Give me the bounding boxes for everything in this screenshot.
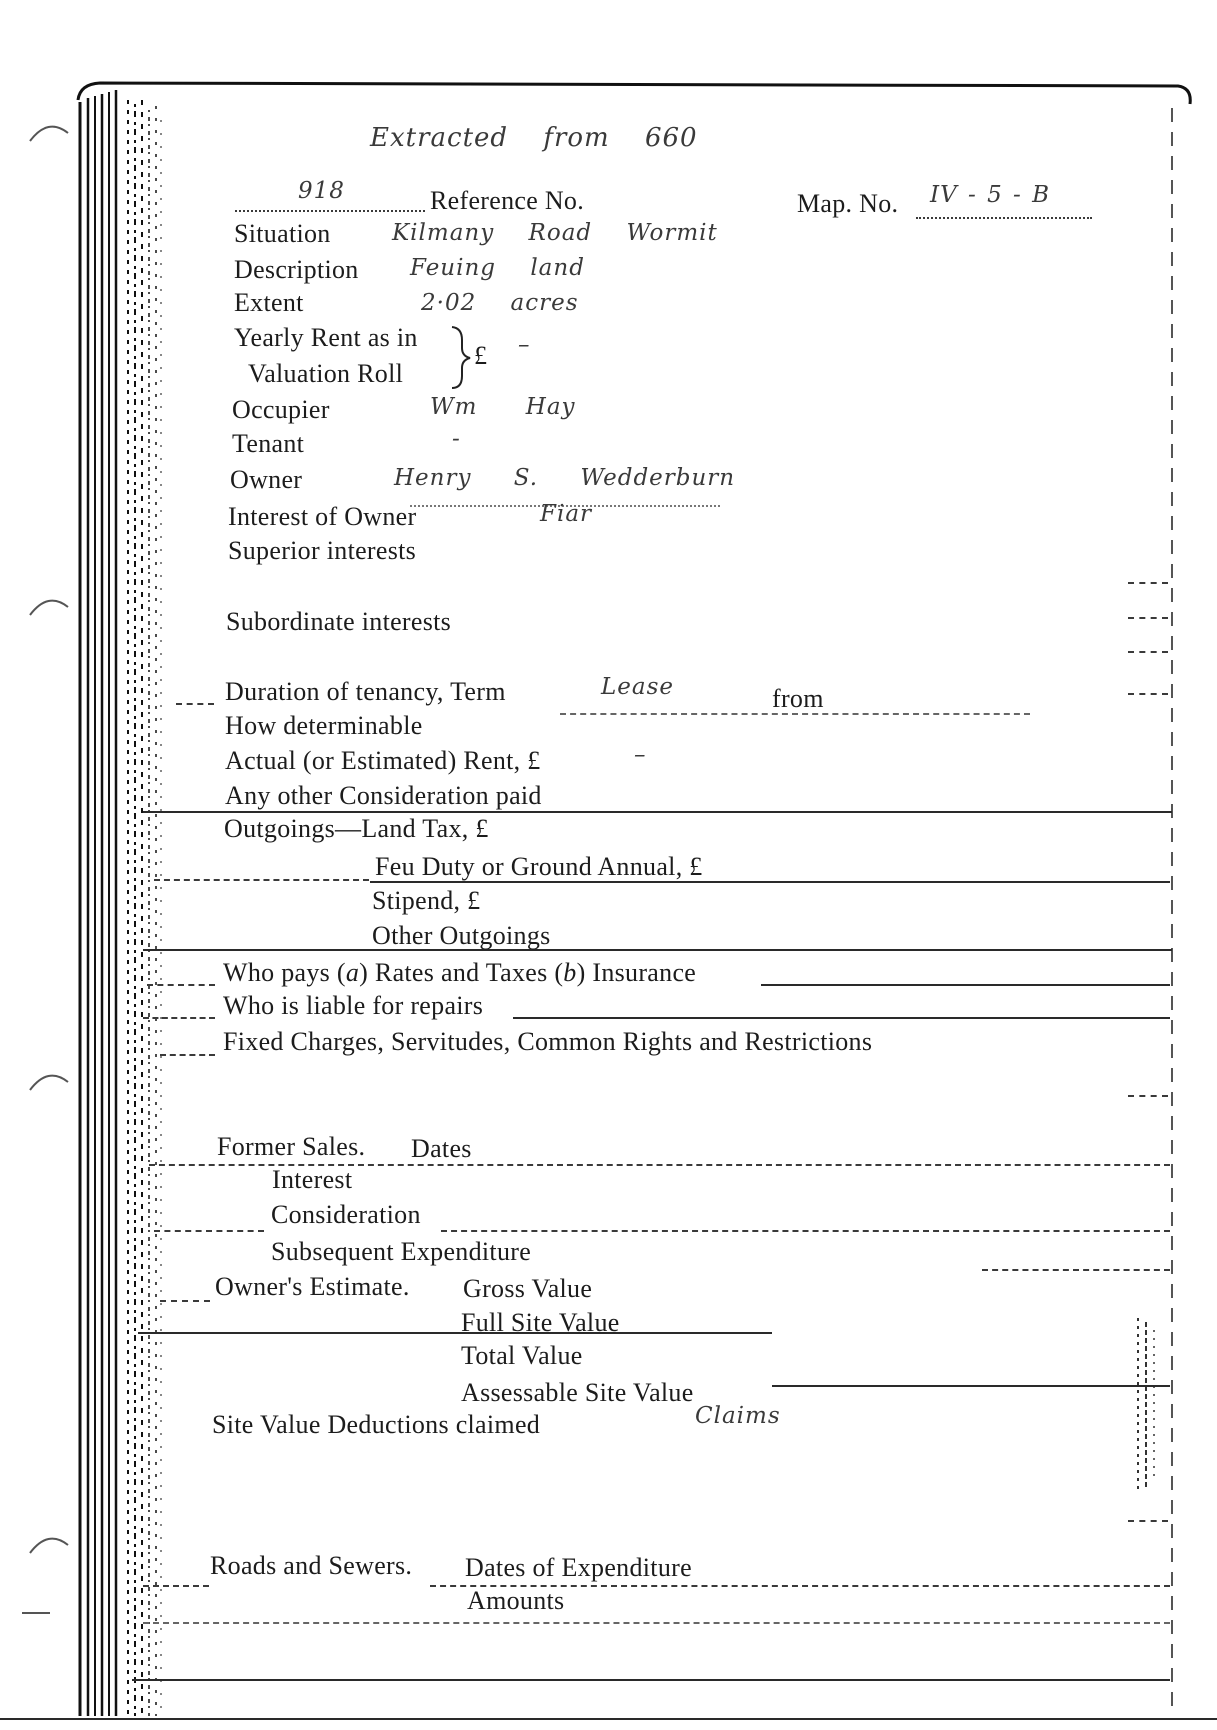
tenant-value: - — [452, 426, 461, 452]
hole-punch-mark — [30, 1076, 68, 1090]
amounts-label: Amounts — [467, 1586, 565, 1615]
rule-line — [441, 1230, 1170, 1232]
occupier-value: Wm Hay — [430, 394, 576, 420]
map-dotted-line — [916, 217, 1092, 219]
full-site-value-label: Full Site Value — [461, 1308, 620, 1337]
rule-line — [982, 1269, 1170, 1271]
hole-punch-mark — [30, 601, 68, 615]
rule-line — [132, 1679, 1170, 1681]
reference-value: 918 — [298, 178, 345, 204]
interest-of-owner-value: Fiar — [540, 501, 593, 527]
rule-line — [154, 879, 369, 881]
yearly-rent-value: – — [518, 332, 531, 358]
rule-line — [143, 811, 1172, 813]
rule-line — [560, 713, 1030, 715]
margin-dash — [1128, 617, 1168, 619]
top-border-line — [78, 83, 1190, 104]
who-pays-label — [223, 960, 696, 986]
hole-punch-marks — [22, 127, 68, 1613]
owner-label: Owner — [230, 465, 303, 494]
owner-value: Henry S. Wedderburn — [394, 465, 736, 491]
reference-label: Reference No. — [430, 186, 585, 215]
rule-line — [154, 1230, 264, 1232]
margin-dash — [176, 703, 214, 705]
owners-estimate-label: Owner's Estimate. — [215, 1272, 410, 1301]
fixed-charges-label: Fixed Charges, Servitudes, Common Rights and Restrictions — [223, 1027, 873, 1056]
map-label: Map. No. — [797, 189, 899, 218]
former-sales-interest-label: Interest — [272, 1165, 353, 1194]
gross-value-label: Gross Value — [463, 1274, 593, 1303]
brace-icon — [452, 327, 470, 388]
who-pays-a: a — [345, 958, 360, 987]
superior-interests-label: Superior interests — [228, 536, 417, 565]
margin-dash — [1128, 1520, 1168, 1522]
rule-line — [138, 1332, 772, 1334]
who-pays-text: ) Rates and Taxes ( — [359, 958, 564, 987]
actual-rent-value: – — [634, 742, 647, 768]
other-consideration-label: Any other Consideration paid — [225, 781, 542, 810]
repairs-label: Who is liable for repairs — [223, 991, 484, 1020]
total-value-label: Total Value — [461, 1341, 583, 1370]
situation-label: Situation — [234, 219, 331, 248]
description-value: Feuing land — [410, 255, 585, 281]
description-label: Description — [234, 255, 359, 284]
subsequent-expenditure-label: Subsequent Expenditure — [271, 1237, 532, 1266]
margin-dash — [1128, 693, 1168, 695]
site-value-deductions-value: Claims — [695, 1403, 781, 1429]
former-sales-consideration-label: Consideration — [271, 1200, 421, 1229]
rule-line — [143, 1622, 1170, 1624]
who-pays-text: ) Insurance — [576, 958, 697, 987]
duration-value: Lease — [601, 674, 675, 700]
situation-value: Kilmany Road Wormit — [392, 220, 718, 246]
map-value: IV - 5 - B — [930, 182, 1051, 208]
hole-punch-mark — [30, 127, 68, 141]
hole-punch-mark — [30, 1539, 68, 1553]
site-value-deductions-label: Site Value Deductions claimed — [212, 1410, 541, 1439]
right-margin-speckle — [1138, 1318, 1154, 1492]
extent-label: Extent — [234, 288, 304, 317]
subordinate-interests-label: Subordinate interests — [226, 607, 452, 636]
reference-dotted-line — [235, 210, 425, 212]
margin-dash — [1128, 582, 1168, 584]
valuation-roll-label: Valuation Roll — [248, 359, 404, 388]
header-note: Extracted from 660 — [370, 123, 698, 153]
former-sales-label: Former Sales. — [217, 1132, 366, 1161]
actual-rent-label: Actual (or Estimated) Rent, £ — [225, 746, 541, 775]
tenant-label: Tenant — [232, 429, 305, 458]
rule-line — [160, 1300, 210, 1302]
extent-value: 2·02 acres — [421, 290, 579, 316]
roads-and-sewers-label: Roads and Sewers. — [210, 1551, 413, 1580]
margin-dash — [1128, 651, 1168, 653]
yearly-rent-currency: £ — [474, 341, 488, 370]
who-pays-b: b — [563, 958, 577, 987]
former-sales-dates-label: Dates — [411, 1134, 472, 1163]
rule-line — [370, 881, 1170, 883]
other-outgoings-label: Other Outgoings — [372, 921, 551, 950]
rule-line — [513, 1017, 1170, 1019]
rule-line — [143, 949, 1172, 951]
feu-duty-label: Feu Duty or Ground Annual, £ — [375, 852, 703, 881]
dates-of-expenditure-label: Dates of Expenditure — [465, 1553, 692, 1582]
rule-line — [147, 984, 215, 986]
stipend-label: Stipend, £ — [372, 886, 481, 915]
bottom-edge-line — [0, 1718, 1217, 1720]
duration-label: Duration of tenancy, Term — [225, 677, 506, 706]
interest-of-owner-label: Interest of Owner — [228, 502, 417, 531]
rule-line — [160, 1054, 215, 1056]
rule-line — [772, 1385, 1170, 1387]
occupier-label: Occupier — [232, 395, 330, 424]
who-pays-text: Who pays ( — [223, 958, 346, 987]
land-tax-label: Outgoings—Land Tax, £ — [224, 814, 489, 843]
rule-line — [143, 1585, 209, 1587]
rule-line — [143, 1017, 215, 1019]
margin-dash — [1128, 1095, 1168, 1097]
duration-from-label: from — [772, 684, 824, 713]
how-determinable-label: How determinable — [225, 711, 423, 740]
binding-edge — [80, 90, 161, 1716]
yearly-rent-label: Yearly Rent as in — [234, 323, 418, 352]
rule-line — [761, 984, 1170, 986]
assessable-site-value-label: Assessable Site Value — [461, 1378, 694, 1407]
